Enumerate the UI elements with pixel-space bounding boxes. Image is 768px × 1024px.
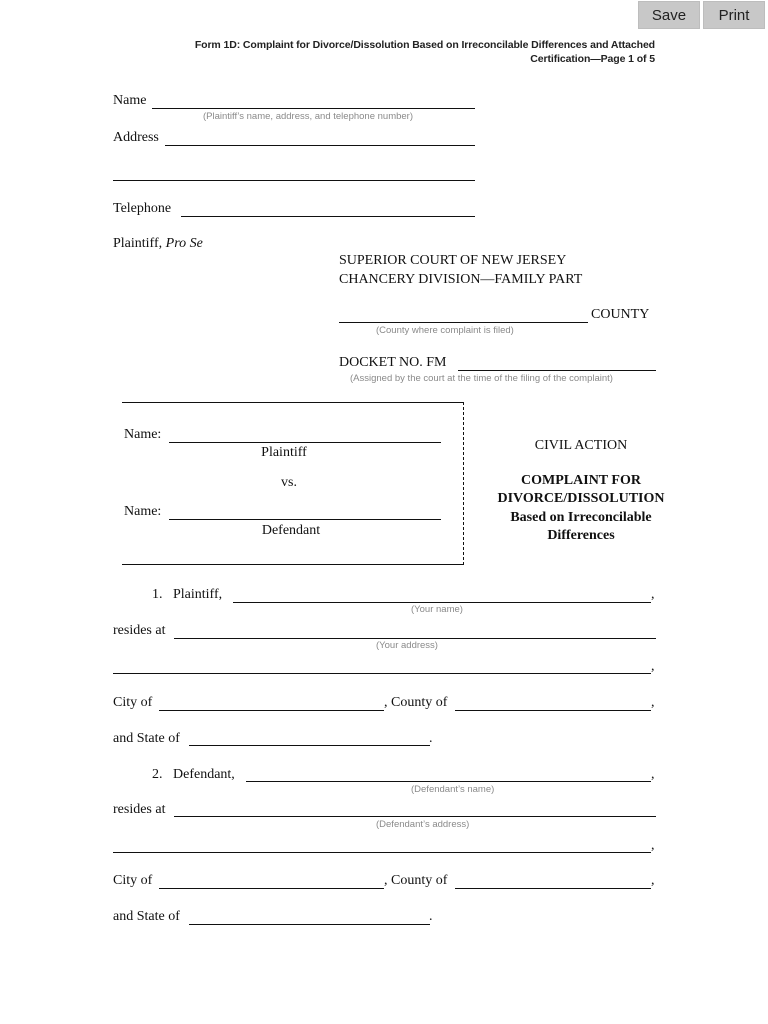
p1-name-line: [233, 602, 651, 603]
caption-name-label-1: Name:: [124, 427, 162, 442]
p2-address-hint: (Defendant’s address): [376, 819, 470, 830]
court-name-line-1: SUPERIOR COURT OF NEW JERSEY: [339, 253, 567, 268]
p1-state-label: and State of: [113, 731, 180, 746]
caption-defendant-label: Defendant: [261, 523, 321, 538]
telephone-line: [181, 216, 475, 217]
p2-address-line-1: [174, 816, 656, 817]
p1-resides-label: resides at: [113, 623, 166, 638]
p1-plaintiff-name-field[interactable]: [235, 586, 649, 602]
p1-state-field[interactable]: [191, 729, 428, 745]
p2-resides-label: resides at: [113, 802, 166, 817]
caption-plaintiff-name-field[interactable]: [171, 426, 439, 442]
p1-comma-2: ,: [651, 659, 655, 674]
p2-city-label: City of: [113, 873, 153, 888]
caption-defendant-name-field[interactable]: [171, 503, 439, 519]
p2-city-field[interactable]: [161, 872, 382, 888]
civil-action-label: CIVIL ACTION: [534, 438, 628, 453]
p2-state-label: and State of: [113, 909, 180, 924]
county-label: COUNTY: [591, 307, 650, 322]
p1-address-line-2: [113, 673, 651, 674]
p2-lead: 2. Defendant,: [152, 767, 235, 782]
plaintiff-address-field-1[interactable]: [167, 129, 473, 145]
p2-period: .: [429, 909, 433, 924]
complaint-title-line-2: DIVORCE/DISSOLUTION: [497, 491, 665, 506]
p1-city-field[interactable]: [161, 694, 382, 710]
name-label: Name: [113, 93, 147, 108]
p1-address-hint: (Your address): [376, 640, 438, 651]
county-field[interactable]: [341, 306, 586, 322]
address-label: Address: [113, 130, 159, 145]
telephone-label: Telephone: [113, 201, 172, 216]
p1-county-line: [455, 710, 651, 711]
save-button[interactable]: Save: [638, 1, 700, 29]
name-line: [152, 108, 475, 109]
p1-address-line-1: [174, 638, 656, 639]
complaint-title-line-3: Based on Irreconcilable: [510, 510, 652, 525]
p1-comma-1: ,: [651, 587, 655, 602]
docket-label: DOCKET NO. FM: [339, 355, 447, 370]
p2-comma-1: ,: [651, 767, 655, 782]
p1-name-hint: (Your name): [411, 604, 463, 615]
p2-address-field-2[interactable]: [115, 836, 649, 852]
p2-county-label: , County of: [384, 873, 448, 888]
plaintiff-telephone-field[interactable]: [183, 200, 473, 216]
p1-city-line: [159, 710, 384, 711]
p2-comma-3: ,: [651, 873, 655, 888]
caption-defendant-line: [169, 519, 441, 520]
form-header-line-2: Certification—Page 1 of 5: [530, 53, 655, 65]
p2-county-field[interactable]: [457, 872, 649, 888]
p1-address-field-1[interactable]: [176, 622, 654, 638]
p2-defendant-name-field[interactable]: [248, 765, 649, 781]
p1-state-line: [189, 745, 430, 746]
p2-comma-2: ,: [651, 838, 655, 853]
p1-county-field[interactable]: [457, 694, 649, 710]
caption-plaintiff-line: [169, 442, 441, 443]
county-line: [339, 322, 588, 323]
name-hint: (Plaintiff’s name, address, and telephone number): [203, 111, 414, 122]
p1-comma-3: ,: [651, 695, 655, 710]
caption-name-label-2: Name:: [124, 504, 162, 519]
p2-name-line: [246, 781, 651, 782]
docket-field[interactable]: [460, 354, 654, 370]
p2-county-line: [455, 888, 651, 889]
caption-vs-label: vs.: [281, 475, 297, 490]
p1-period: .: [429, 731, 433, 746]
p2-city-line: [159, 888, 384, 889]
address-line-1: [165, 145, 475, 146]
p2-state-line: [189, 924, 430, 925]
docket-line: [458, 370, 656, 371]
plaintiff-address-field-2[interactable]: [115, 164, 473, 180]
p1-city-label: City of: [113, 695, 153, 710]
p2-address-line-2: [113, 852, 651, 853]
print-button[interactable]: Print: [703, 1, 765, 29]
docket-hint: (Assigned by the court at the time of the filing of the complaint): [350, 373, 613, 384]
caption-plaintiff-label: Plaintiff: [261, 445, 307, 460]
court-name-line-2: CHANCERY DIVISION—FAMILY PART: [339, 272, 583, 287]
complaint-title-line-1: COMPLAINT FOR: [521, 473, 641, 488]
p1-county-label: , County of: [384, 695, 448, 710]
p2-state-field[interactable]: [191, 908, 428, 924]
p1-address-field-2[interactable]: [115, 657, 649, 673]
county-hint: (County where complaint is filed): [376, 325, 514, 336]
complaint-title-line-4: Differences: [547, 528, 615, 543]
form-header-line-1: Form 1D: Complaint for Divorce/Dissolution Based on Irreconcilable Differences and Attached: [194, 39, 655, 51]
plaintiff-name-field[interactable]: [154, 92, 472, 108]
pro-se-label: Plaintiff, Pro Se: [113, 236, 203, 251]
p1-lead: 1. Plaintiff,: [152, 587, 223, 602]
address-line-2: [113, 180, 475, 181]
p2-name-hint: (Defendant’s name): [411, 784, 495, 795]
p2-address-field-1[interactable]: [176, 800, 654, 816]
